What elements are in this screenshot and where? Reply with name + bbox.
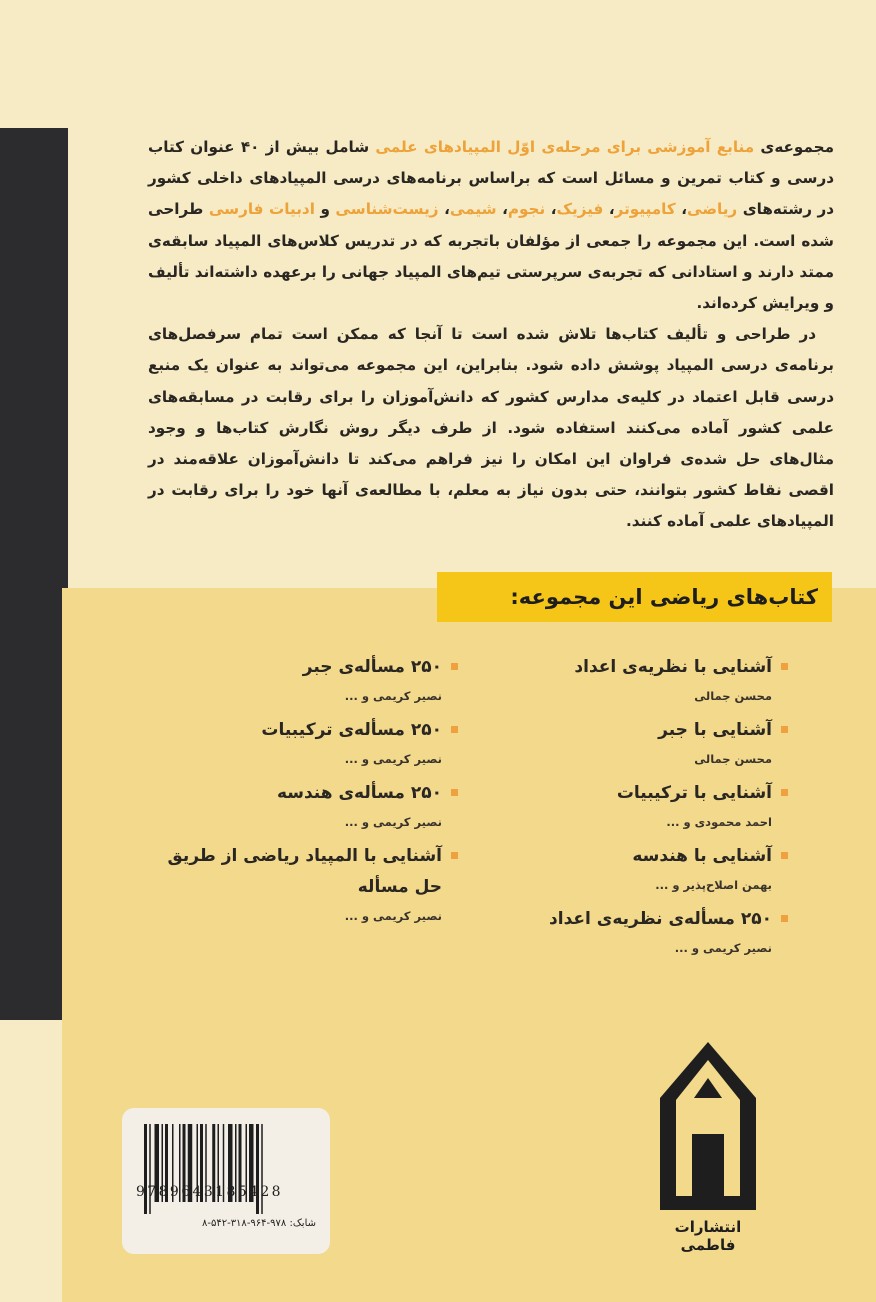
spine-bar (0, 128, 68, 1020)
book-title: آشنایی با هندسه (632, 846, 772, 866)
book-list-item (488, 652, 788, 709)
bullet-icon (451, 852, 458, 859)
intro-text-segment: ، (545, 200, 557, 219)
book-title: آشنایی با نظریه‌ی اعداد (574, 657, 772, 677)
book-author: نصیر کریمی و ... (344, 689, 442, 703)
barcode-label (122, 1108, 330, 1254)
book-title: آشنایی با جبر (658, 720, 772, 740)
barcode-bar (261, 1124, 263, 1214)
publisher-name: انتشارات فاطمی (674, 1218, 742, 1254)
barcode-bar (144, 1124, 147, 1214)
intro-text-segment: ، (603, 200, 615, 219)
book-list-item (488, 778, 788, 835)
intro-paragraph-2: در طراحی و تألیف کتاب‌ها تلاش شده است تا آنجا که ممکن است تمام سرفصل‌های برنامه‌ی درسی المپیاد پوشش داده شود. بنابراین، این مجموعه می‌تواند به عنوان یک منبع درسی قابل اعتماد در کلیه‌ی مدارس کشور که دانش‌آموزان را برای رقابت در مسابقه‌های علمی کشور آماده می‌کنند استفاده شود. از طرف دیگر روش نگارش کتاب‌ها و وجود مثال‌های حل شده‌ی فراوان این امکان را نیز فراهم می‌کند تا دانش‌آموزان علاقه‌مند در اقصی نقاط کشور بتوانند، حتی بدون نیاز به معلم، با مطالعه‌ی آنها خود را برای رقابت در المپیادهای علمی آماده کنند. (148, 325, 834, 531)
book-title: آشنایی با ترکیبیات (616, 783, 772, 803)
intro-text-segment: ، (438, 200, 450, 219)
highlighted-term: کامپیوتر (614, 200, 676, 219)
bullet-icon (781, 789, 788, 796)
book-author: محسن جمالی (694, 689, 772, 703)
book-list-item (488, 715, 788, 772)
book-author: نصیر کریمی و ... (344, 752, 442, 766)
highlighted-term: ریاضی (686, 200, 738, 219)
pencil-house-icon (652, 1038, 764, 1218)
book-list-item (158, 652, 458, 709)
intro-text-segment: و (314, 200, 336, 219)
bullet-icon (451, 789, 458, 796)
intro-text-segment: شامل بیش از ۴۰ عنوان کتاب درسی و کتاب تمرین و مسائل است که براساس برنامه‌های درسی المپیادهای داخلی کشور در رشته‌های (148, 138, 835, 219)
barcode-bar (149, 1124, 151, 1214)
book-author: بهمن اصلاح‌پذیر و ... (655, 878, 772, 892)
barcode-digits: 9789643185428 (136, 1184, 283, 1200)
intro-text-segment: ، (675, 200, 687, 219)
books-heading: کتاب‌های ریاضی این مجموعه: (437, 572, 832, 622)
book-title: ۲۵۰ مسأله‌ی هندسه (276, 783, 442, 803)
bullet-icon (451, 663, 458, 670)
highlighted-term: شیمی (449, 200, 497, 219)
intro-text-segment: ، (496, 200, 508, 219)
book-list-item (158, 841, 458, 929)
highlighted-term: زیست‌شناسی (335, 200, 439, 219)
bullet-icon (781, 663, 788, 670)
books-column-right (488, 652, 788, 967)
intro-text-segment: مجموعه‌ی (754, 138, 834, 156)
book-author: نصیر کریمی و ... (674, 941, 772, 955)
highlighted-term: منابع آموزشی برای مرحله‌ی اوّل المپیادهای علمی (375, 138, 755, 156)
book-author: نصیر کریمی و ... (344, 909, 442, 923)
bullet-icon (451, 726, 458, 733)
book-author: نصیر کریمی و ... (344, 815, 442, 829)
intro-paragraph-1 (148, 132, 834, 319)
publisher-logo (652, 1038, 764, 1254)
book-list-item (488, 841, 788, 898)
bullet-icon (781, 915, 788, 922)
highlighted-term: ادبیات فارسی (208, 200, 315, 219)
books-column-left (158, 652, 458, 935)
book-title: آشنایی با المپیاد ریاضی از طریق حل مسأله (167, 846, 442, 897)
highlighted-term: نجوم (507, 200, 546, 219)
bullet-icon (781, 852, 788, 859)
isbn-text: شابک: ۹۷۸-۹۶۴-۳۱۸-۵۴۲-۸ (201, 1218, 316, 1229)
book-title: ۲۵۰ مسأله‌ی جبر (302, 657, 442, 677)
book-title: ۲۵۰ مسأله‌ی نظریه‌ی اعداد (549, 909, 772, 929)
bullet-icon (781, 726, 788, 733)
book-title: ۲۵۰ مسأله‌ی ترکیبیات (261, 720, 442, 740)
highlighted-term: فیزیک (556, 200, 604, 219)
barcode-icon (144, 1124, 302, 1214)
intro-text (148, 132, 834, 538)
intro-text-segment: طراحی شده است. این مجموعه را جمعی از مؤلفان باتجربه که در تدریس کلاس‌های المپیاد سابقه‌ی ممتد دارند و استادانی که تجربه‌ی سرپرستی تیم‌های المپیاد جهانی را برعهده داشته‌اند تألیف و ویرایش کرده‌اند. (148, 200, 834, 313)
barcode-bar (256, 1124, 259, 1214)
book-list-item (158, 778, 458, 835)
book-author: محسن جمالی (694, 752, 772, 766)
book-author: احمد محمودی و ... (666, 815, 772, 829)
book-list-item (158, 715, 458, 772)
book-list-item (488, 904, 788, 961)
